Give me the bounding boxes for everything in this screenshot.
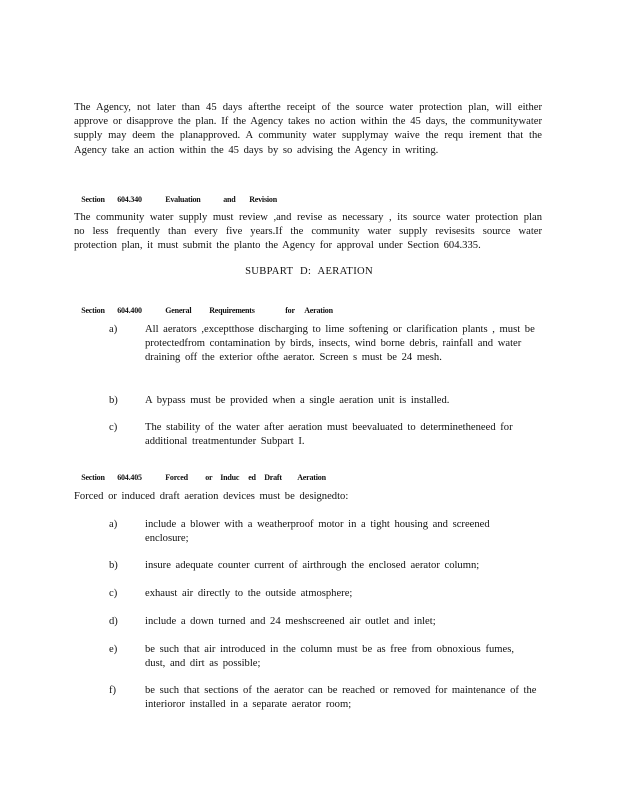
section-heading-604-400 [74,297,333,324]
subpart-heading: SUBPART D: AERATION [245,266,373,277]
list-item-text: A bypass must be provided when a single aeration unit is installed. [145,395,450,406]
section-number: 604.400 [117,306,142,315]
list-item-text: be such that air introduced in the column must be as free from obnoxious fumes, dust, and dirt as possible; [145,644,514,670]
section-title-word: or [205,473,213,482]
list-item-label: b) [109,560,118,571]
section-heading-604-340 [74,186,277,213]
paragraph-agency-approval: The Agency, not later than 45 days afterthe receipt of the source water protection plan, will either approve or disapprove the plan. If the Agency takes no action within the 45 days, the communitywater supply may deem the planapproved. A community water supplymay waive the requ irement that the Agency take an action within the 45 days by so advising the Agency in writing. [74,102,542,156]
section-title-word: Requirements [209,306,255,315]
section-title-word: Revision [249,195,277,204]
section-label: Section [81,195,105,204]
section-title-word: Aeration [304,306,333,315]
list-item-text: be such that sections of the aerator can be reached or removed for maintenance of the interioror installed in a separate aerator room; [145,685,537,711]
section-title-word: ed [248,473,256,482]
list-item-label: c) [109,588,118,599]
list-item-label: a) [109,519,118,530]
section-title-word: and [223,195,236,204]
section-number: 604.340 [117,195,142,204]
section-label: Section [81,473,105,482]
section-heading-604-405 [74,464,326,491]
section-title-word: for [285,306,295,315]
section-title-word: General [165,306,192,315]
list-item-text: exhaust air directly to the outside atmosphere; [145,588,353,599]
section-title-word: Aeration [297,473,326,482]
section-number: 604.405 [117,473,142,482]
list-item-label: b) [109,395,118,406]
section-title-word: Draft [264,473,282,482]
section-title-word: Evaluation [165,195,201,204]
list-item-label: f) [109,685,117,696]
list-item-text: include a down turned and 24 meshscreened air outlet and inlet; [145,616,436,627]
list-item-text: The stability of the water after aeration must beevaluated to determinetheneed for additional treatmentunder Subpart I. [145,422,513,448]
list-item-text: insure adequate counter current of airthrough the enclosed aerator column; [145,560,480,571]
list-item-text: All aerators ,exceptthose discharging to lime softening or clarification plants , must be protectedfrom contamination by birds, insects, wind borne debris, rainfall and water draining off the exterior ofthe aerator. Screen s must be 24 mesh. [145,324,535,364]
section-title-word: Forced [165,473,188,482]
list-item-label: e) [109,644,118,655]
list-item-label: a) [109,324,118,335]
list-item-label: d) [109,616,118,627]
paragraph-forced-intro: Forced or induced draft aeration devices must be designedto: [74,491,349,502]
list-item-label: c) [109,422,118,433]
section-label: Section [81,306,105,315]
section-title-word: Induc [220,473,240,482]
paragraph-review-revision: The community water supply must review ,and revise as necessary , its source water protection plan no less frequently than every five years.If the community water supply revisesits source water protection plan, it must submit the planto the Agency for approval under Section 604.335. [74,212,542,252]
list-item-text: include a blower with a weatherproof motor in a tight housing and screened enclosure; [145,519,490,545]
